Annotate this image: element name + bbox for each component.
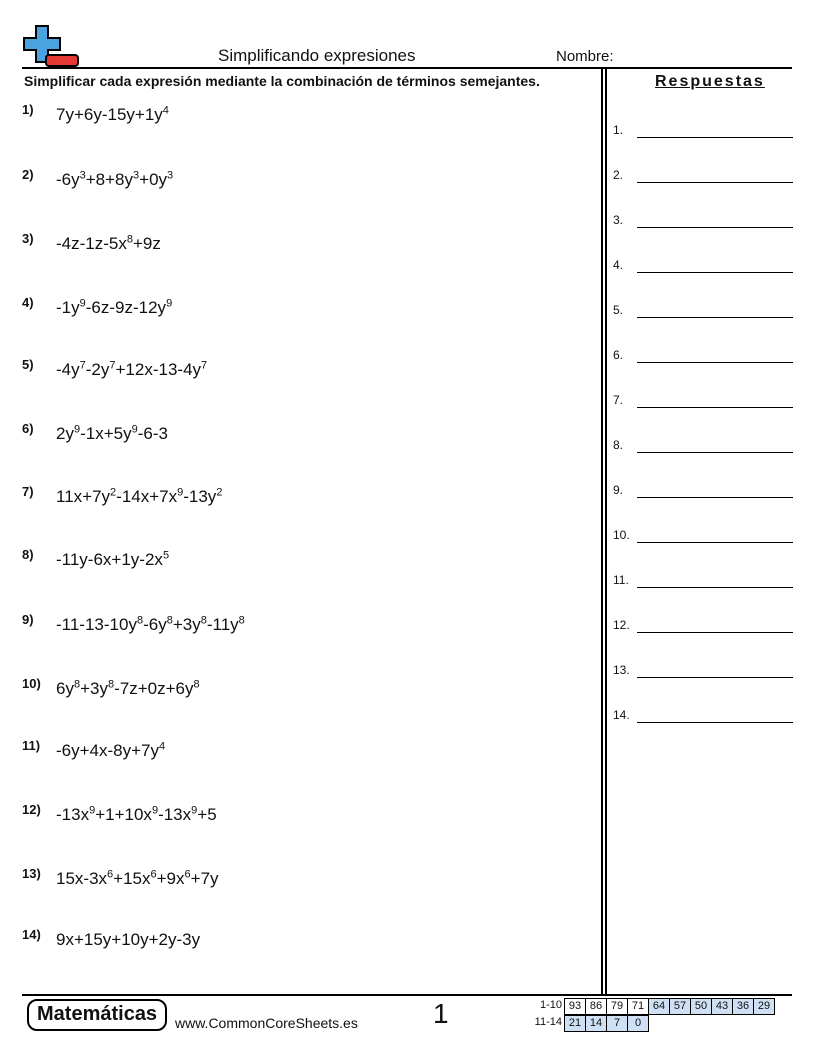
score-cell: 29 bbox=[753, 998, 775, 1015]
answer-line bbox=[637, 317, 793, 318]
website-url: www.CommonCoreSheets.es bbox=[175, 1015, 358, 1031]
answer-blank[interactable] bbox=[613, 214, 793, 228]
score-cell: 93 bbox=[564, 998, 586, 1015]
problem-number: 10) bbox=[22, 676, 41, 691]
answer-number: 1. bbox=[613, 123, 624, 137]
problem-expression: 9x+15y+10y+2y-3y bbox=[56, 930, 201, 949]
score-cell: 57 bbox=[669, 998, 691, 1015]
problem-item bbox=[22, 167, 173, 190]
answer-blank[interactable] bbox=[613, 394, 793, 408]
score-cell: 43 bbox=[711, 998, 733, 1015]
problem-item bbox=[22, 738, 165, 761]
answer-number: 14. bbox=[613, 708, 630, 722]
problem-expression: $-11-13-10y^8-6y^8+3y^8-11y^8$ bbox=[56, 614, 245, 634]
answer-number: 12. bbox=[613, 618, 630, 632]
answer-line bbox=[637, 137, 793, 138]
answer-line bbox=[637, 587, 793, 588]
score-cell: 71 bbox=[627, 998, 649, 1015]
problem-number: 8) bbox=[22, 547, 34, 562]
answer-blank[interactable] bbox=[613, 124, 793, 138]
answer-number: 7. bbox=[613, 393, 624, 407]
column-divider bbox=[601, 68, 603, 994]
problem-expression: $-6y^3+8+8y^3+0y^3$ bbox=[56, 169, 174, 189]
problem-number: 1) bbox=[22, 102, 34, 117]
answer-blank[interactable] bbox=[613, 259, 793, 273]
problem-number: 7) bbox=[22, 484, 34, 499]
answer-number: 13. bbox=[613, 663, 630, 677]
problem-item bbox=[22, 484, 222, 507]
problem-expression: $-4z-1z-5x^8+9z$ bbox=[56, 233, 161, 253]
answer-line bbox=[637, 677, 793, 678]
problem-expression: $-11y-6x+1y-2x^5$ bbox=[56, 549, 170, 569]
name-label: Nombre: bbox=[556, 48, 614, 65]
problem-item bbox=[22, 676, 200, 699]
instructions: Simplificar cada expresión mediante la combinación de términos semejantes. bbox=[24, 73, 540, 89]
answer-blank[interactable] bbox=[613, 349, 793, 363]
answer-line bbox=[637, 632, 793, 633]
problem-number: 13) bbox=[22, 866, 41, 881]
problem-item bbox=[22, 295, 172, 318]
problem-expression: $11x+7y^2-14x+7x^9-13y^2$ bbox=[56, 486, 223, 506]
problem-number: 2) bbox=[22, 167, 34, 182]
answer-line bbox=[637, 362, 793, 363]
score-cell: 36 bbox=[732, 998, 754, 1015]
answer-blank[interactable] bbox=[613, 484, 793, 498]
problem-item bbox=[22, 357, 207, 380]
problem-number: 5) bbox=[22, 357, 34, 372]
answer-blank[interactable] bbox=[613, 304, 793, 318]
answer-number: 5. bbox=[613, 303, 624, 317]
problem-number: 9) bbox=[22, 612, 34, 627]
problem-item bbox=[22, 547, 169, 570]
answer-number: 2. bbox=[613, 168, 624, 182]
answer-blank[interactable] bbox=[613, 169, 793, 183]
answer-blank[interactable] bbox=[613, 529, 793, 543]
problem-item bbox=[22, 866, 219, 889]
answer-line bbox=[637, 407, 793, 408]
answer-line bbox=[637, 272, 793, 273]
score-cell: 64 bbox=[648, 998, 670, 1015]
problem-number: 12) bbox=[22, 802, 41, 817]
answer-line bbox=[637, 497, 793, 498]
answer-blank[interactable] bbox=[613, 709, 793, 723]
answer-line bbox=[637, 227, 793, 228]
answer-number: 3. bbox=[613, 213, 624, 227]
problem-expression: $7y+6y-15y+1y^4$ bbox=[56, 104, 169, 124]
page-number: 1 bbox=[433, 998, 449, 1029]
answer-number: 4. bbox=[613, 258, 624, 272]
answer-number: 11. bbox=[613, 573, 629, 587]
problem-expression: $6y^8+3y^8-7z+0z+6y^8$ bbox=[56, 678, 200, 698]
problem-expression: $-4y^7-2y^7+12x-13-4y^7$ bbox=[56, 359, 208, 379]
problem-number: 11) bbox=[22, 738, 41, 753]
brand-badge: Matemáticas bbox=[27, 999, 167, 1031]
problem-item bbox=[22, 612, 245, 635]
answers-title: Respuestas bbox=[655, 73, 765, 90]
plus-minus-logo-icon bbox=[22, 24, 80, 68]
score-row bbox=[565, 1015, 649, 1032]
problem-item bbox=[22, 102, 169, 125]
answer-blank[interactable] bbox=[613, 619, 793, 633]
answer-line bbox=[637, 452, 793, 453]
score-cell: 14 bbox=[585, 1015, 607, 1032]
answer-blank[interactable] bbox=[613, 574, 793, 588]
problem-number: 14) bbox=[22, 927, 41, 942]
answer-number: 8. bbox=[613, 438, 624, 452]
column-divider bbox=[605, 68, 607, 994]
answer-line bbox=[637, 542, 793, 543]
answer-number: 10. bbox=[613, 528, 630, 542]
score-cell: 50 bbox=[690, 998, 712, 1015]
problem-number: 6) bbox=[22, 421, 34, 436]
problem-expression: $-13x^9+1+10x^9-13x^9+5$ bbox=[56, 804, 217, 824]
answer-line bbox=[637, 182, 793, 183]
problem-number: 3) bbox=[22, 231, 34, 246]
score-row-label: 11-14 bbox=[534, 1016, 562, 1028]
score-row-label: 1-10 bbox=[539, 999, 562, 1011]
answer-blank[interactable] bbox=[613, 439, 793, 453]
problem-expression: $15x-3x^6+15x^6+9x^6+7y$ bbox=[56, 868, 219, 888]
answer-blank[interactable] bbox=[613, 664, 793, 678]
problem-item bbox=[22, 231, 161, 254]
problem-expression: $-6y+4x-8y+7y^4$ bbox=[56, 740, 166, 760]
header-divider bbox=[22, 67, 792, 69]
problem-expression: $-1y^9-6z-9z-12y^9$ bbox=[56, 297, 173, 317]
score-cell: 7 bbox=[606, 1015, 628, 1032]
score-row bbox=[565, 998, 775, 1015]
score-cell: 79 bbox=[606, 998, 628, 1015]
problem-number: 4) bbox=[22, 295, 34, 310]
problem-item bbox=[22, 421, 168, 444]
answer-number: 6. bbox=[613, 348, 624, 362]
score-cell: 86 bbox=[585, 998, 607, 1015]
score-cell: 0 bbox=[627, 1015, 649, 1032]
answer-number: 9. bbox=[613, 483, 624, 497]
answer-line bbox=[637, 722, 793, 723]
problem-item bbox=[22, 927, 200, 950]
footer-divider bbox=[22, 994, 792, 996]
score-cell: 21 bbox=[564, 1015, 586, 1032]
problem-expression: $2y^9-1x+5y^9-6-3$ bbox=[56, 423, 168, 443]
problem-item bbox=[22, 802, 217, 825]
worksheet-title: Simplificando expresiones bbox=[218, 46, 416, 65]
